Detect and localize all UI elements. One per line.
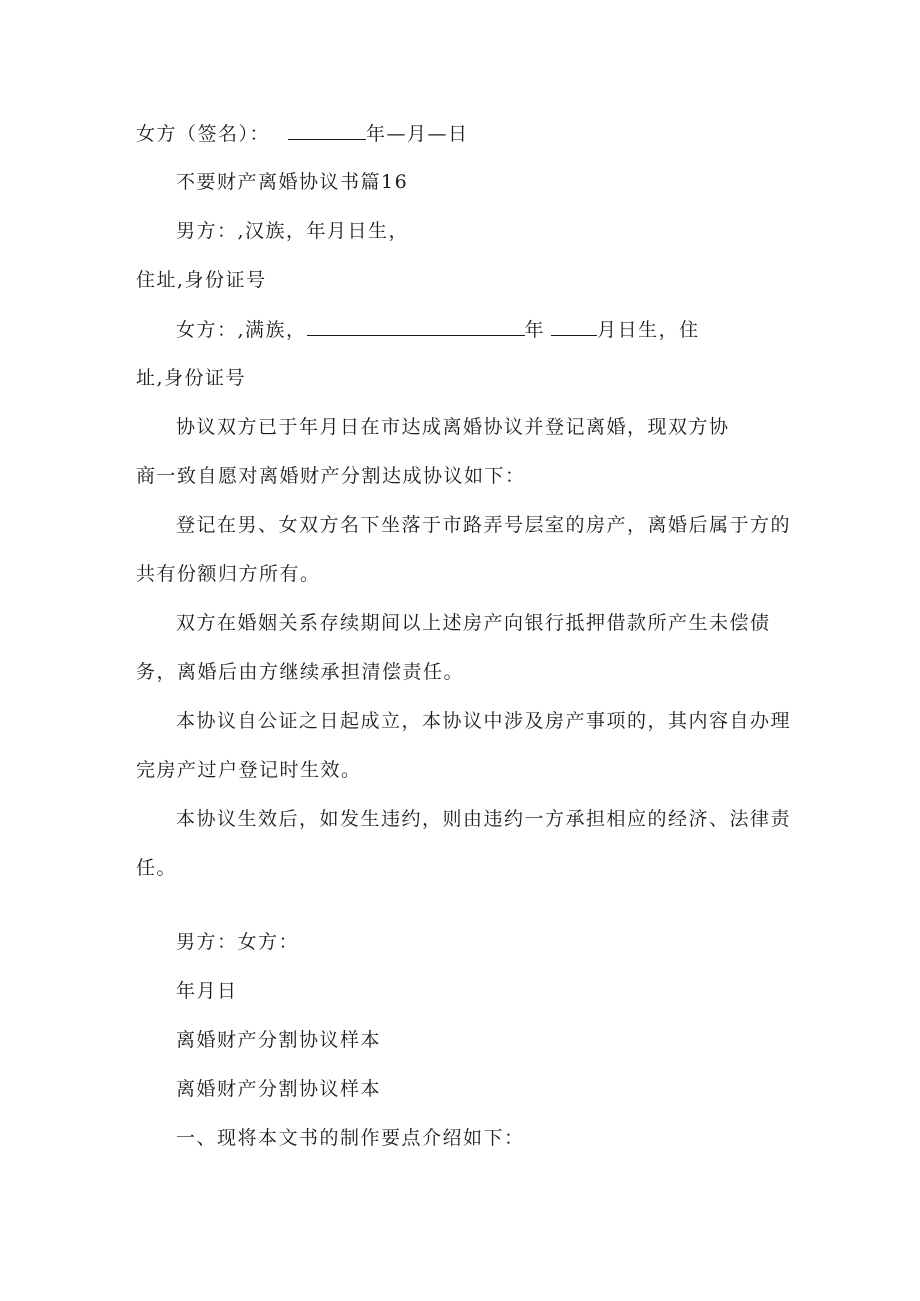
male-party-address: 住址,身份证号 xyxy=(136,269,267,291)
paragraph-2-line-2: 共有份额归方所有。 xyxy=(136,563,321,585)
sample-title-2: 离婚财产分割协议样本 xyxy=(176,1078,382,1100)
paragraph-1-line-1: 协议双方已于年月日在市达成离婚协议并登记离婚，现双方协 xyxy=(176,416,730,438)
section-heading-1: 一、现将本文书的制作要点介绍如下： xyxy=(176,1127,525,1149)
signature-block: 男方：女方： xyxy=(176,931,300,953)
birth-year-blank xyxy=(307,317,525,336)
paragraph-4-line-1: 本协议自公证之日起成立，本协议中涉及房产事项的，其内容自办理 xyxy=(176,710,792,732)
paragraph-3-line-2: 务，离婚后由方继续承担清偿责任。 xyxy=(136,661,465,683)
birth-month-blank xyxy=(551,317,597,336)
year-label: 年 xyxy=(524,319,546,341)
female-signature-line xyxy=(136,121,469,146)
sample-title-1: 离婚财产分割协议样本 xyxy=(176,1029,382,1051)
female-signature-label: 女方（签名）： xyxy=(136,123,271,145)
document-heading: 不要财产离婚协议书篇16 xyxy=(176,171,409,193)
female-party-intro xyxy=(176,317,700,342)
signature-date: 年月日 xyxy=(176,980,238,1002)
paragraph-4-line-2: 完房产过户登记时生效。 xyxy=(136,759,362,781)
male-party-intro: 男方：,汉族，年月日生， xyxy=(176,220,410,242)
female-party-address: 址,身份证号 xyxy=(136,367,247,389)
paragraph-2-line-1: 登记在男、女双方名下坐落于市路弄号层室的房产，离婚后属于方的 xyxy=(176,514,792,536)
birth-date-label: 月日生，住 xyxy=(597,319,700,341)
paragraph-3-line-1: 双方在婚姻关系存续期间以上述房产向银行抵押借款所产生未偿债 xyxy=(176,612,771,634)
paragraph-1-line-2: 商一致自愿对离婚财产分割达成协议如下： xyxy=(136,465,526,487)
paragraph-5-line-1: 本协议生效后，如发生违约，则由违约一方承担相应的经济、法律责 xyxy=(176,808,792,830)
signature-date-label: 年—月—日 xyxy=(366,123,469,145)
female-party-label: 女方：,满族， xyxy=(176,319,307,341)
signature-blank xyxy=(288,121,366,140)
paragraph-5-line-2: 任。 xyxy=(136,857,178,879)
